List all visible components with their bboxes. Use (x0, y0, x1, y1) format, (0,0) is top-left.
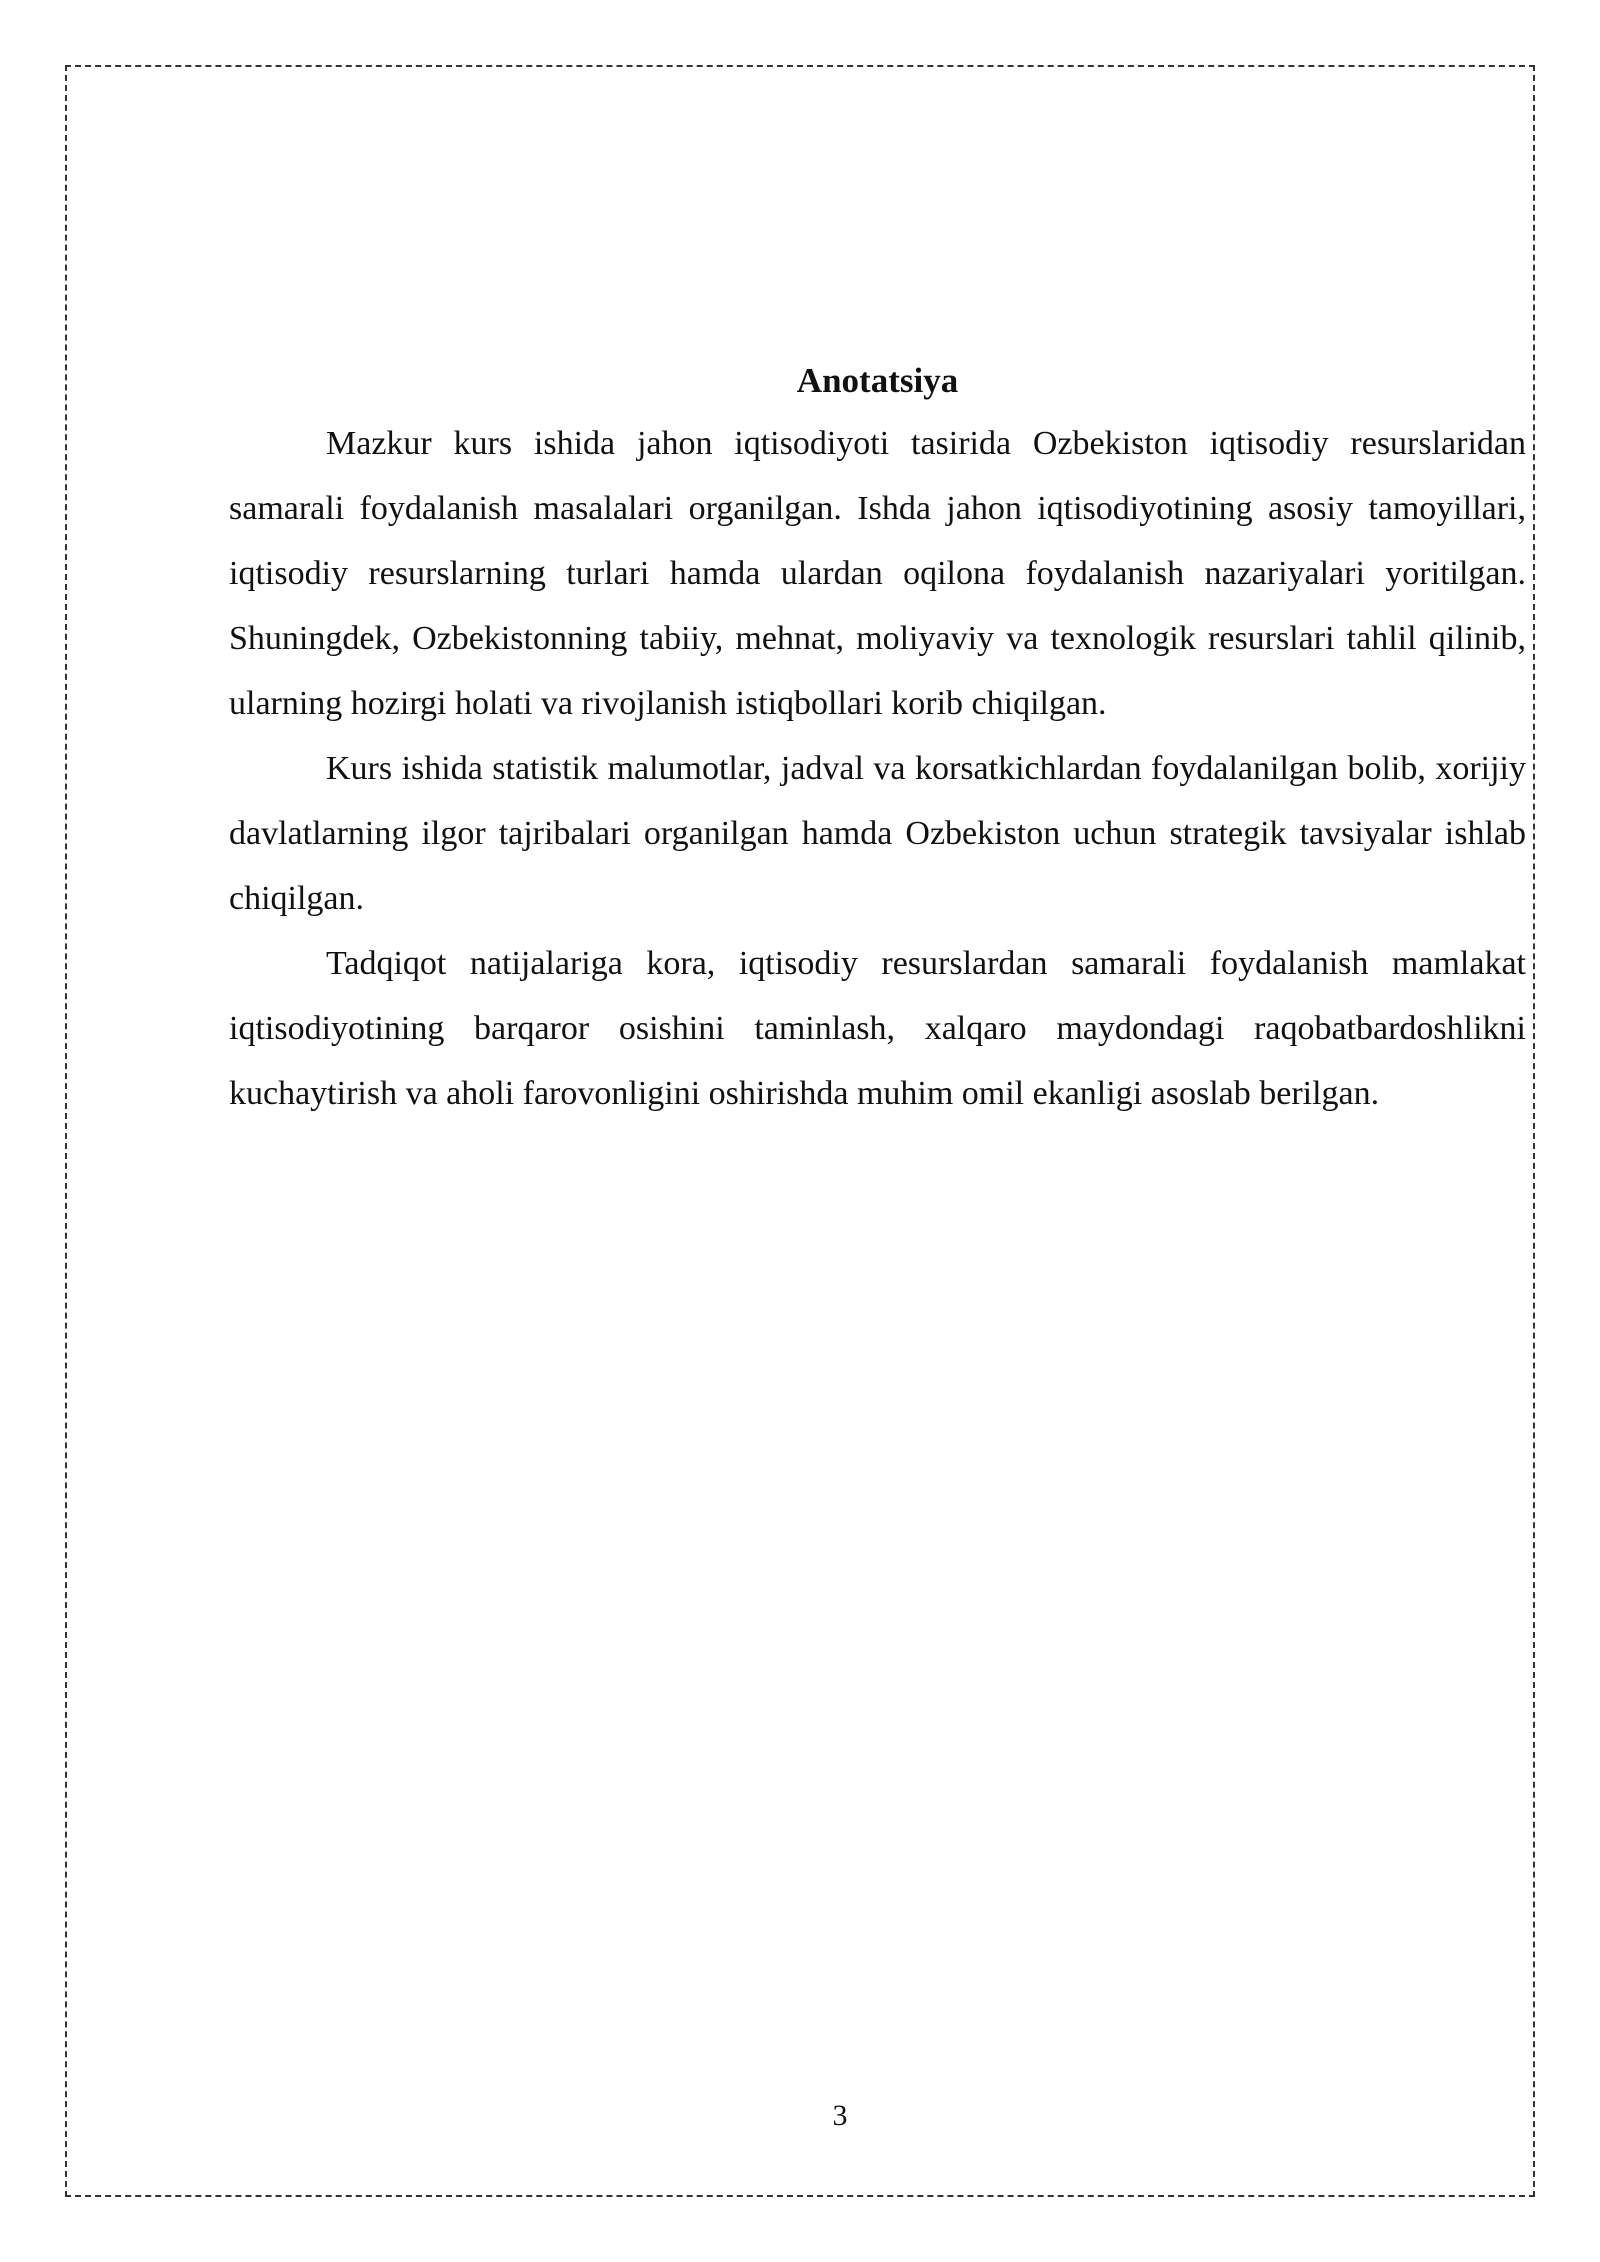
page-number: 3 (832, 2099, 848, 2132)
document-title: Anotatsiya (796, 361, 959, 400)
paragraph-1: Mazkur kurs ishida jahon iqtisodiyoti tasirida Ozbekiston iqtisodiy resurslaridan samarali foydalanish masalalari organilgan. Ishda jahon iqtisodiyotining asosiy tamoyillari, iqtisodiy resurslarning turlari hamda ulardan oqilona foydalanish nazariyalari yoritilgan. Shuningdek, Ozbekistonning tabiiy, mehnat, moliyaviy va texnologik resurslari tahlil qilinib, ularning hozirgi holati va rivojlanish istiqbollari korib chiqilgan. (229, 425, 1526, 722)
paragraph-2: Kurs ishida statistik malumotlar, jadval va korsatkichlardan foydalanilgan bolib, xorijiy davlatlarning ilgor tajribalari organilgan hamda Ozbekiston uchun strategik tavsiyalar ishlab chiqilgan. (229, 750, 1526, 917)
document-body (229, 355, 1526, 1126)
paragraph-3: Tadqiqot natijalariga kora, iqtisodiy resurslardan samarali foydalanish mamlakat iqtisodiyotining barqaror osishini taminlash, xalqaro maydondagi raqobatbardoshlikni kuchaytirish va aholi farovonligini oshirishda muhim omil ekanligi asoslab berilgan. (229, 945, 1526, 1112)
